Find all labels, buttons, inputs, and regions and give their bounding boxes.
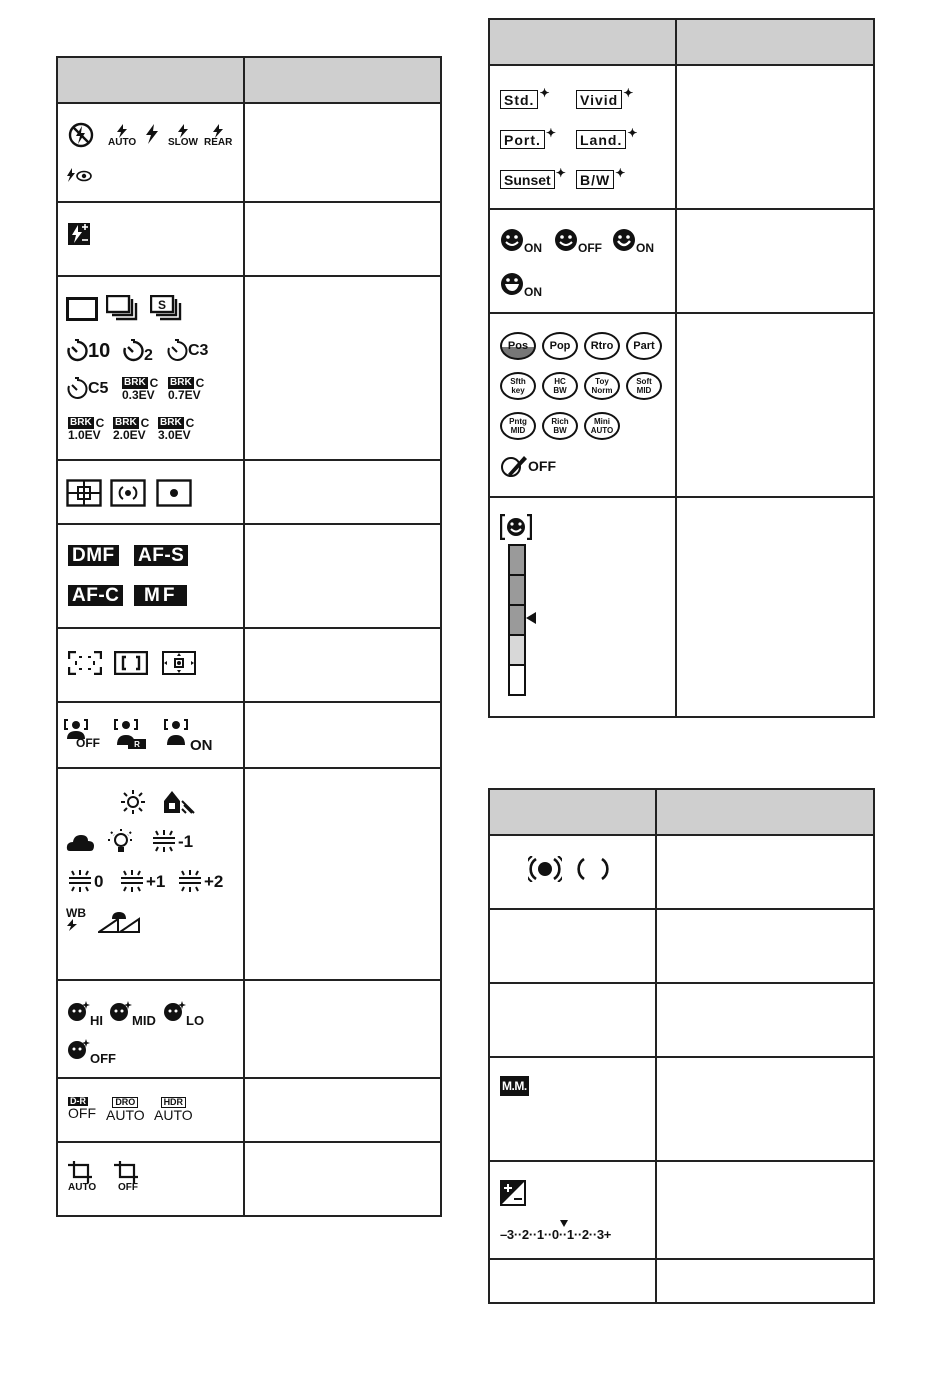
table-row-exposure xyxy=(489,1161,874,1259)
auto-crop-off-icon xyxy=(114,1161,140,1193)
shade-icon xyxy=(162,789,196,815)
exposure-comp-icon xyxy=(500,1180,526,1206)
style-standard-label: Std. xyxy=(500,90,538,109)
single-shot-icon xyxy=(66,297,98,321)
description-cell xyxy=(656,1057,874,1161)
description-cell xyxy=(244,103,441,202)
style-vivid-label: Vivid xyxy=(576,90,622,109)
daylight-icon xyxy=(120,789,146,815)
picture-effect-hc-bw-icon xyxy=(542,372,578,400)
wb-label: WB xyxy=(66,906,86,920)
header-cell-meaning xyxy=(656,789,874,835)
flash-compensation-icon xyxy=(68,223,90,245)
steadyshot-cell xyxy=(489,835,656,909)
center-metering-icon xyxy=(110,479,146,507)
header-cell-meaning xyxy=(676,19,874,65)
soft-skin-mid-icon xyxy=(108,999,156,1028)
bracket-step-label: 3.0EV xyxy=(158,428,191,442)
picture-effect-soft-mid-icon xyxy=(626,372,662,400)
picture-effect-rtro-icon xyxy=(584,332,620,360)
sparkle-icon: ✦ xyxy=(555,165,566,180)
bracket-step-label: 0.7EV xyxy=(168,388,201,402)
multi-metering-icon xyxy=(66,479,102,507)
description-cell xyxy=(676,65,874,209)
face-detect-off-icon xyxy=(64,719,100,750)
self-timer-c5-label: C5 xyxy=(88,380,109,397)
smile-off-label: OFF xyxy=(578,241,602,255)
steadyshot-on-icon xyxy=(528,856,562,882)
face-detect-cell xyxy=(57,702,244,768)
soft-skin-off-icon xyxy=(66,1037,116,1066)
style-bw-icon xyxy=(576,165,626,189)
description-cell xyxy=(244,702,441,768)
description-cell xyxy=(676,497,874,717)
sparkle-icon: ✦ xyxy=(545,125,556,140)
auto-crop-on-icon xyxy=(68,1161,96,1193)
description-cell xyxy=(676,209,874,313)
hdr-auto-top-label: HDR xyxy=(161,1097,187,1108)
face-registered-icon xyxy=(114,719,148,751)
self-timer-10-label: 10 xyxy=(88,340,111,362)
description-cell xyxy=(656,983,874,1057)
auto-crop-cell xyxy=(57,1142,244,1216)
dro-off-top-label: D-R xyxy=(70,1096,86,1106)
custom-wb-icon xyxy=(98,911,140,933)
description-cell xyxy=(244,768,441,980)
right-table-1-header xyxy=(489,19,874,65)
flash-slow-icon xyxy=(168,124,198,148)
header-cell-display xyxy=(489,19,676,65)
table-row-flash-comp xyxy=(57,202,441,276)
sparkle-icon: ✦ xyxy=(623,85,634,100)
table-row-drive xyxy=(57,276,441,460)
description-cell xyxy=(244,980,441,1078)
style-bw-label: B/W xyxy=(576,170,614,189)
mf-badge: MF xyxy=(134,585,187,606)
table-row-creative-style xyxy=(489,65,874,209)
soft-skin-mid-label: MID xyxy=(132,1012,156,1028)
smile-on-label: ON xyxy=(524,241,542,255)
self-timer-2-icon xyxy=(122,339,153,363)
description-cell xyxy=(244,1142,441,1216)
bracket-3-0ev-icon xyxy=(158,417,194,441)
face-detect-off-label: OFF xyxy=(76,736,100,750)
fluorescent-plus2-label: +2 xyxy=(204,871,224,891)
auto-crop-off-label: OFF xyxy=(118,1182,138,1193)
brk-mode-label: C xyxy=(185,416,195,430)
speed-priority-icon xyxy=(150,295,182,321)
description-cell xyxy=(244,202,441,276)
fluorescent-plus1-label: +1 xyxy=(146,871,166,891)
flash-off-icon xyxy=(68,122,94,148)
table-row-metering xyxy=(57,460,441,524)
empty-cell xyxy=(489,909,656,983)
metering-icons-cell xyxy=(57,460,244,524)
picture-effect-mini-auto-icon xyxy=(584,412,620,440)
self-timer-2-label: 2 xyxy=(144,347,153,364)
flash-rear-icon xyxy=(204,124,232,148)
hdr-auto-icon xyxy=(154,1097,193,1122)
left-table-header xyxy=(57,57,441,103)
sparkle-icon: ✦ xyxy=(615,165,626,180)
fluorescent-plus2-icon xyxy=(176,869,223,893)
fluorescent-0-icon xyxy=(66,869,103,893)
style-vivid-icon xyxy=(576,85,634,109)
left-icon-table xyxy=(56,56,442,1217)
table-row-steadyshot xyxy=(489,835,874,909)
table-row-smile xyxy=(489,209,874,313)
picture-effect-label: Pos xyxy=(507,339,529,352)
svg-text:R: R xyxy=(134,740,140,749)
table-row-dro xyxy=(57,1078,441,1142)
brk-label: BRK xyxy=(160,417,182,428)
description-cell xyxy=(244,276,441,460)
description-cell xyxy=(244,460,441,524)
smile-threshold-marker-icon xyxy=(526,612,536,624)
white-balance-cell xyxy=(57,768,244,980)
drive-icons-cell xyxy=(57,276,244,460)
flash-comp-cell xyxy=(57,202,244,276)
soft-skin-lo-label: LO xyxy=(186,1012,205,1028)
table-row-focus-mode xyxy=(57,524,441,628)
face-detect-on-label: ON xyxy=(190,736,213,754)
header-cell-meaning xyxy=(244,57,441,103)
style-sunset-label: Sunset xyxy=(500,170,555,189)
brk-mode-label: C xyxy=(195,376,205,390)
header-cell-display xyxy=(489,789,656,835)
fluorescent-plus1-icon xyxy=(118,869,165,893)
steadyshot-off-icon xyxy=(576,856,610,882)
cloudy-icon xyxy=(66,831,96,853)
picture-effect-off-icon xyxy=(500,454,556,478)
table-row-auto-crop xyxy=(57,1142,441,1216)
flash-auto-label: AUTO xyxy=(108,137,137,148)
continuous-shot-icon xyxy=(106,295,138,321)
dro-cell xyxy=(57,1078,244,1142)
brk-label: BRK xyxy=(170,377,192,388)
table-row-white-balance xyxy=(57,768,441,980)
description-cell xyxy=(244,1078,441,1142)
table-row-blank-1 xyxy=(489,909,874,983)
table-row-blank-3 xyxy=(489,1259,874,1303)
dro-off-icon xyxy=(68,1097,96,1120)
dro-auto-bottom-label: AUTO xyxy=(106,1107,145,1123)
metered-manual-badge: M.M. xyxy=(500,1076,529,1096)
exposure-cell xyxy=(489,1161,656,1259)
brk-label: BRK xyxy=(115,417,137,428)
style-landscape-icon xyxy=(576,125,638,149)
picture-effect-sfth-key-icon xyxy=(500,372,536,400)
smile-level-meter xyxy=(508,544,526,696)
smile-meter-segment xyxy=(510,636,524,666)
creative-style-cell xyxy=(489,65,676,209)
right-icon-table-1 xyxy=(488,18,875,718)
picture-effect-label: Soft MID xyxy=(636,377,652,395)
picture-effect-label: Sfth key xyxy=(510,377,526,395)
incandescent-icon xyxy=(106,829,136,855)
flash-on-icon xyxy=(145,124,159,144)
self-timer-10-icon xyxy=(66,339,110,363)
flash-slow-label: SLOW xyxy=(168,137,198,148)
fluorescent-minus1-label: -1 xyxy=(178,831,194,851)
smile-on-laugh-icon xyxy=(500,272,542,299)
picture-effect-rich-bw-icon xyxy=(542,412,578,440)
focus-area-cell xyxy=(57,628,244,702)
smile-detect-icon xyxy=(500,514,532,540)
right-table-2-header xyxy=(489,789,874,835)
flash-icons-cell xyxy=(57,103,244,202)
description-cell xyxy=(676,313,874,497)
table-row-picture-effect xyxy=(489,313,874,497)
face-detect-on-icon xyxy=(164,719,213,754)
table-row-blank-2 xyxy=(489,983,874,1057)
bracket-step-label: 0.3EV xyxy=(122,388,155,402)
empty-cell xyxy=(489,1259,656,1303)
bracket-2-0ev-icon xyxy=(113,417,149,441)
picture-effect-pop-icon xyxy=(542,332,578,360)
table-row-smile-meter xyxy=(489,497,874,717)
picture-effect-off-label: OFF xyxy=(528,458,556,474)
picture-effect-label: Pntg MID xyxy=(509,417,527,435)
fluorescent-0-label: 0 xyxy=(94,871,104,891)
center-focus-icon xyxy=(114,651,148,675)
smile-meter-segment xyxy=(510,576,524,606)
smile-off-icon xyxy=(554,228,602,255)
description-cell xyxy=(656,1259,874,1303)
sparkle-icon: ✦ xyxy=(539,85,550,100)
picture-effect-label: Pop xyxy=(549,339,571,352)
description-cell xyxy=(244,524,441,628)
soft-skin-off-label: OFF xyxy=(90,1050,116,1066)
flash-redeye-icon xyxy=(66,168,92,182)
bracket-step-label: 1.0EV xyxy=(68,428,101,442)
bracket-1-0ev-icon xyxy=(68,417,104,441)
bracket-0-3ev-icon xyxy=(122,377,158,401)
spot-metering-icon xyxy=(156,479,192,507)
brk-mode-label: C xyxy=(140,416,150,430)
flash-rear-label: REAR xyxy=(204,137,233,148)
description-cell xyxy=(244,628,441,702)
smile-meter-segment xyxy=(510,546,524,576)
table-row-flash xyxy=(57,103,441,202)
picture-effect-label: Rich BW xyxy=(551,417,569,435)
self-timer-c5-icon xyxy=(66,377,108,401)
metered-manual-cell xyxy=(489,1057,656,1161)
flash-wb-icon xyxy=(66,907,86,931)
smile-on-big-label: ON xyxy=(636,241,654,255)
dro-off-bottom-label: OFF xyxy=(68,1105,96,1121)
picture-effect-pos-icon xyxy=(500,332,536,360)
dmf-badge: DMF xyxy=(68,545,119,566)
soft-skin-hi-icon xyxy=(66,999,103,1028)
soft-skin-lo-icon xyxy=(162,999,205,1028)
picture-effect-label: Rtro xyxy=(590,339,614,352)
picture-effect-toy-norm-icon xyxy=(584,372,620,400)
smile-cell xyxy=(489,209,676,313)
style-sunset-icon xyxy=(500,165,566,189)
style-landscape-label: Land. xyxy=(576,130,626,149)
smile-meter-segment xyxy=(510,666,524,694)
smile-on-big-icon xyxy=(612,228,654,255)
style-portrait-icon xyxy=(500,125,556,149)
exposure-pointer-icon xyxy=(560,1220,568,1227)
picture-effect-part-icon xyxy=(626,332,662,360)
brk-label: BRK xyxy=(70,417,92,428)
picture-effect-label: Mini AUTO xyxy=(590,417,614,435)
header-cell-display xyxy=(57,57,244,103)
empty-cell xyxy=(489,983,656,1057)
dro-auto-top-label: DRO xyxy=(112,1097,138,1108)
smile-meter-segment xyxy=(510,606,524,636)
table-row-focus-area xyxy=(57,628,441,702)
table-row-soft-skin xyxy=(57,980,441,1078)
auto-crop-on-label: AUTO xyxy=(68,1182,97,1193)
description-cell xyxy=(656,909,874,983)
sparkle-icon: ✦ xyxy=(627,125,638,140)
flexible-spot-icon xyxy=(162,651,196,675)
style-standard-icon xyxy=(500,85,550,109)
brk-mode-label: C xyxy=(149,376,159,390)
smile-on-icon xyxy=(500,228,542,255)
picture-effect-pntg-mid-icon xyxy=(500,412,536,440)
smile-meter-cell xyxy=(489,497,676,717)
flash-auto-icon xyxy=(108,124,136,148)
self-timer-c3-icon xyxy=(166,339,208,363)
af-c-badge: AF-C xyxy=(68,585,123,606)
svg-text:S: S xyxy=(157,298,167,312)
focus-mode-cell xyxy=(57,524,244,628)
smile-on-laugh-label: ON xyxy=(524,285,542,299)
fluorescent-minus1-icon xyxy=(150,829,193,853)
exposure-scale: –3··2··1··0··1··2··3+ xyxy=(500,1227,612,1242)
style-portrait-label: Port. xyxy=(500,130,545,149)
hdr-auto-bottom-label: AUTO xyxy=(154,1107,193,1123)
soft-skin-hi-label: HI xyxy=(90,1012,103,1028)
wide-focus-icon xyxy=(68,651,102,675)
brk-label: BRK xyxy=(124,377,146,388)
table-row-metered-manual xyxy=(489,1057,874,1161)
picture-effect-label: Part xyxy=(633,339,655,352)
picture-effect-label: HC BW xyxy=(553,377,567,395)
picture-effect-label: Toy Norm xyxy=(591,377,613,395)
af-s-badge: AF-S xyxy=(134,545,188,566)
dro-auto-icon xyxy=(106,1097,145,1122)
right-icon-table-2 xyxy=(488,788,875,1304)
description-cell xyxy=(656,835,874,909)
bracket-step-label: 2.0EV xyxy=(113,428,146,442)
bracket-0-7ev-icon xyxy=(168,377,204,401)
picture-effect-cell xyxy=(489,313,676,497)
description-cell xyxy=(656,1161,874,1259)
table-row-face-detect xyxy=(57,702,441,768)
brk-mode-label: C xyxy=(95,416,105,430)
self-timer-c3-label: C3 xyxy=(188,342,209,359)
soft-skin-cell xyxy=(57,980,244,1078)
